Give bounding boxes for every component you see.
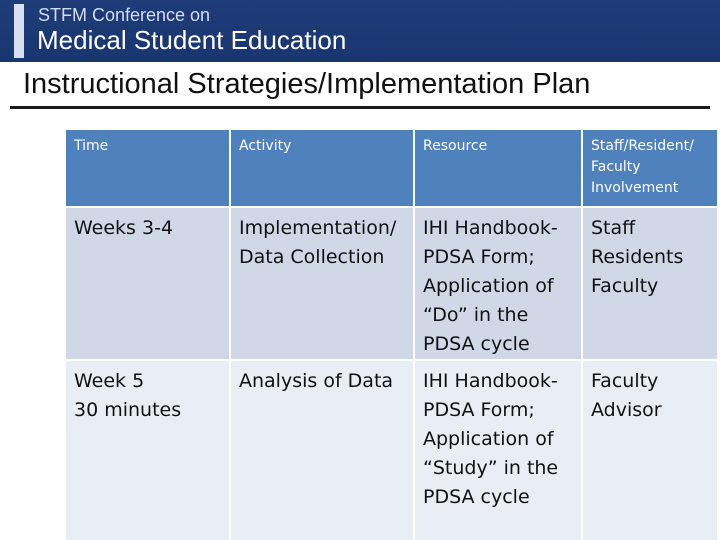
cell-activity [230,207,414,360]
conference-banner [0,0,720,62]
cell-line: PDSA Form; [423,399,535,421]
cell-line: Advisor [591,399,662,421]
cell-line: Faculty [591,370,659,392]
cell-line: Time [74,138,109,154]
cell-line: Analysis of Data [239,370,394,392]
banner-title: Medical Student Education [37,25,347,55]
cell-line: IHI Handbook- [423,370,558,392]
cell-line: PDSA cycle [423,486,530,508]
cell-line: IHI Handbook- [423,217,558,239]
cell-line: Faculty [591,275,659,297]
cell-line: “Do” in the [423,304,529,326]
cell-line: Implementation/ [239,217,397,239]
cell-line: Weeks 3-4 [74,217,174,239]
slide-title: Instructional Strategies/Implementation Plan [23,68,591,100]
cell-activity [230,360,414,540]
banner-subtitle: STFM Conference on [38,5,211,25]
header-activity [230,130,414,207]
header-resource [414,130,582,207]
cell-line: Resource [423,138,488,154]
implementation-plan-table [66,130,719,540]
cell-line: Week 5 [74,370,145,392]
title-divider [10,106,710,109]
cell-line: PDSA cycle [423,333,530,355]
cell-line: 30 minutes [74,399,182,421]
cell-line: Staff [591,217,636,239]
cell-line: Residents [591,246,684,268]
banner-accent-bar [14,4,24,58]
cell-resource [414,360,582,540]
table-row [66,207,718,360]
table-header-row [66,130,718,207]
table-row [66,360,718,540]
cell-time [66,360,230,540]
cell-resource [414,207,582,360]
header-involvement [582,130,718,207]
cell-line: Activity [239,138,292,154]
cell-involvement [582,207,718,360]
cell-line: Staff/Resident/ [591,138,694,154]
cell-line: “Study” in the [423,457,559,479]
cell-line: Involvement [591,180,679,196]
cell-line: PDSA Form; [423,246,535,268]
cell-line: Application of [423,275,554,297]
cell-time [66,207,230,360]
cell-involvement [582,360,718,540]
cell-line: Application of [423,428,554,450]
cell-line: Data Collection [239,246,385,268]
cell-line: Faculty [591,159,641,175]
header-time [66,130,230,207]
